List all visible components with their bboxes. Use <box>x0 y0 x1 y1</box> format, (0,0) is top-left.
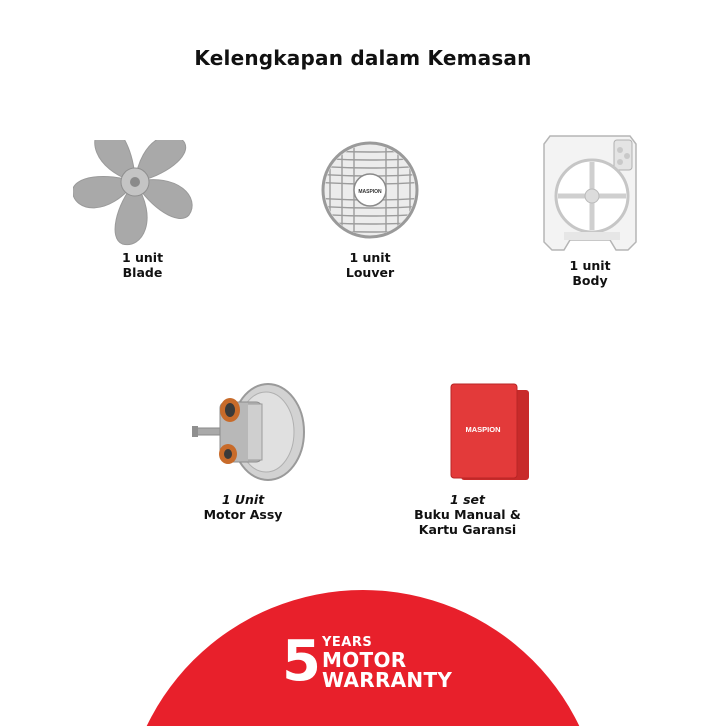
item-caption <box>163 492 323 522</box>
item-caption <box>385 492 550 537</box>
item-caption <box>290 250 450 280</box>
item-blade <box>60 140 225 280</box>
item-quantity: 1 unit <box>349 250 391 265</box>
item-quantity: 1 unit <box>121 250 164 265</box>
manual-brand: MASPION <box>464 425 501 434</box>
item-caption <box>60 250 225 280</box>
page-title: Kelengkapan dalam Kemasan <box>194 46 532 70</box>
item-name-line2: Kartu Garansi <box>418 522 517 537</box>
warranty-line-warranty: WARRANTY <box>322 668 453 692</box>
item-body <box>510 132 670 288</box>
item-manual-warranty-card <box>385 380 550 537</box>
item-name: Body <box>572 273 608 288</box>
item-motor-assy <box>163 380 323 522</box>
warranty-text <box>322 636 452 690</box>
item-name: Louver <box>345 265 395 280</box>
item-quantity: 1 unit <box>569 258 611 273</box>
louver-brand: MASPION <box>358 189 382 195</box>
warranty-badge <box>282 629 482 694</box>
fan-louver-icon <box>305 140 435 250</box>
motor-icon <box>178 380 308 492</box>
item-louver <box>290 140 450 280</box>
fan-body-icon <box>530 132 650 258</box>
fan-blade-icon <box>73 140 213 250</box>
item-caption <box>510 258 670 288</box>
manual-book-icon <box>403 380 533 492</box>
warranty-years-number: 5 <box>282 629 321 694</box>
warranty-line-motor: MOTOR <box>322 648 407 672</box>
item-name: Blade <box>122 265 163 280</box>
item-name-line1: Buku Manual & <box>414 507 521 522</box>
item-quantity: 1 Unit <box>221 492 265 507</box>
item-name: Motor Assy <box>203 507 283 522</box>
item-quantity: 1 set <box>450 492 485 507</box>
warranty-line-years: YEARS <box>322 635 373 650</box>
